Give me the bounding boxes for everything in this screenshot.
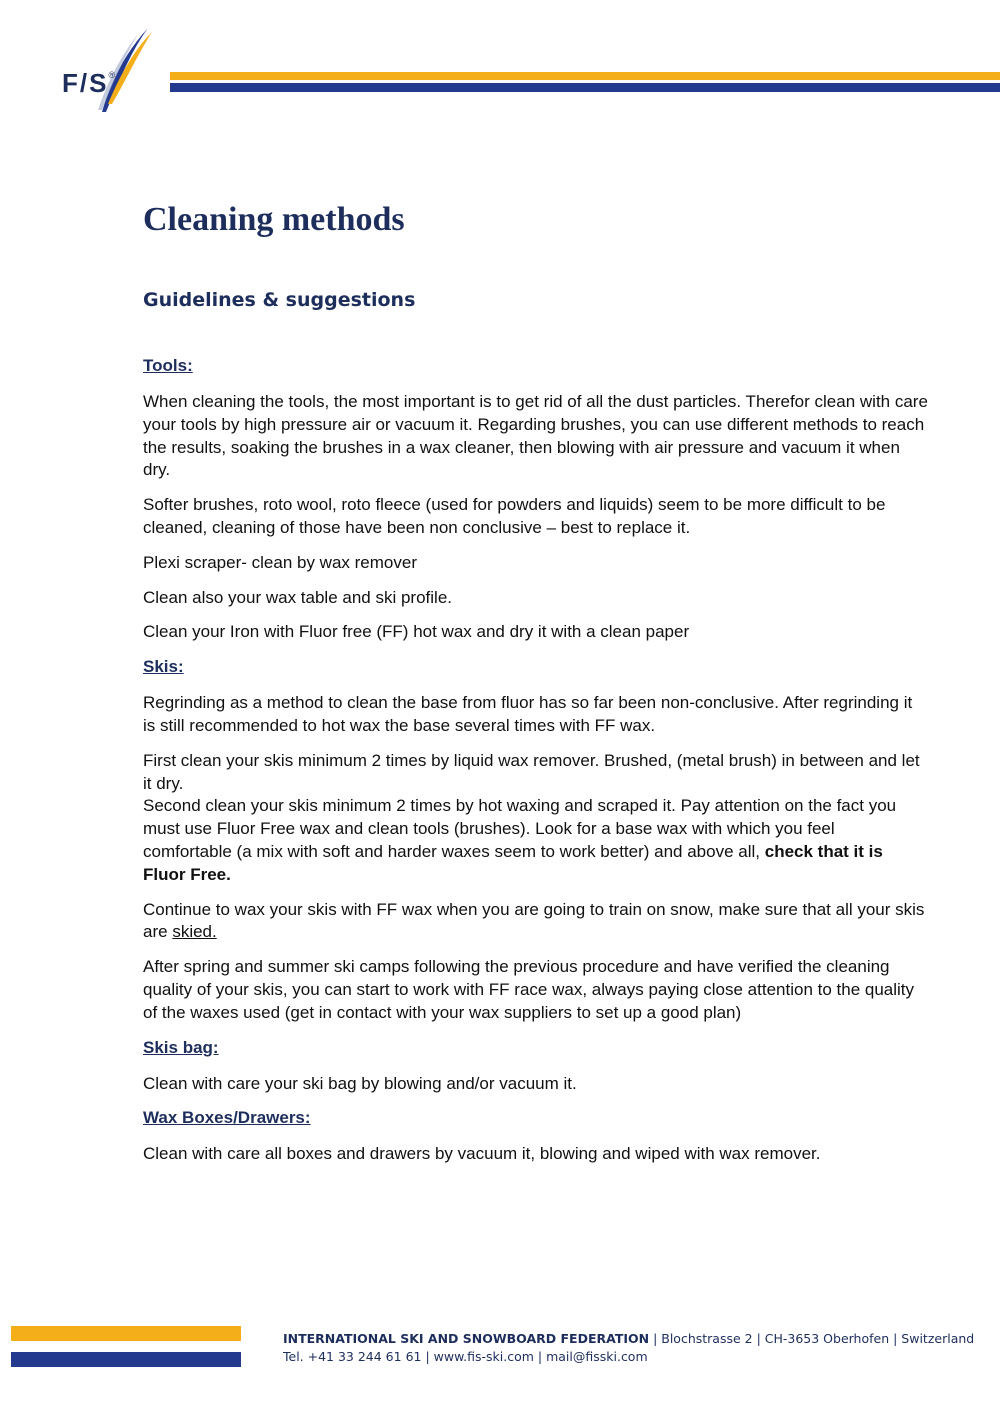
document-body [143, 195, 928, 1166]
paragraph: Clean also your wax table and ski profile. [143, 587, 452, 607]
paragraph: Clean with care all boxes and drawers by vacuum it, blowing and wiped with wax remover. [143, 1144, 821, 1164]
footer-stripe-blue [11, 1352, 241, 1367]
section-heading-skis: Skis: [143, 657, 184, 677]
paragraph [143, 899, 928, 945]
footer-contact-line: Tel. +41 33 244 61 61 | www.fis-ski.com | mail@fisski.com [283, 1349, 648, 1364]
footer-stripe-yellow [11, 1326, 241, 1341]
paragraph-text: Continue to wax your skis with FF wax when you are going to train on snow, make sure that all your skis are [143, 899, 925, 942]
section-heading-wax-boxes: Wax Boxes/Drawers: [143, 1108, 311, 1128]
paragraph: Plexi scraper- clean by wax remover [143, 552, 417, 572]
footer-address-line [283, 1330, 983, 1348]
fis-logo-text: F/S® [62, 68, 118, 98]
fis-logo [62, 24, 154, 116]
paragraph: Clean your Iron with Fluor free (FF) hot wax and dry it with a clean paper [143, 622, 690, 642]
paragraph: After spring and summer ski camps following the previous procedure and have verified the cleaning quality of your skis, you can start to work with FF race wax, always paying close attention to the quality of the waxes used (get in contact with your wax suppliers to set up a good plan) [143, 957, 915, 1022]
paragraph [143, 750, 928, 887]
page-subtitle: Guidelines & suggestions [143, 289, 416, 311]
paragraph: Regrinding as a method to clean the base from fluor has so far been non-conclusive. After regrinding it is still recommended to hot wax the base several times with FF wax. [143, 693, 913, 735]
footer [283, 1330, 983, 1366]
header-stripe-blue [170, 83, 1000, 92]
footer-address: | Blochstrasse 2 | CH-3653 Oberhofen | Switzerland [649, 1331, 975, 1346]
header-stripe-yellow [170, 72, 1000, 80]
paragraph: Softer brushes, roto wool, roto fleece (used for powders and liquids) seem to be more difficult to be cleaned, cleaning of those have been non conclusive – best to replace it. [143, 495, 886, 537]
footer-org-name: INTERNATIONAL SKI AND SNOWBOARD FEDERATION [283, 1331, 650, 1346]
paragraph: When cleaning the tools, the most important is to get rid of all the dust particles. Therefor clean with care your tools by high pressure air or vacuum it. Regarding brushes, you can use different methods to reach the results, soaking the brushes in a wax cleaner, then blowing with air pressure and vacuum it when dry. [143, 392, 928, 480]
section-heading-skis-bag: Skis bag: [143, 1037, 219, 1057]
underlined-text: skied. [172, 922, 217, 942]
section-heading-tools: Tools: [143, 356, 193, 375]
page-title: Cleaning methods [143, 201, 405, 238]
bold-emphasis: check that it is Fluor Free. [143, 841, 883, 884]
paragraph-line: Second clean your skis minimum 2 times by hot waxing and scraped it. Pay attention on the fact you must use Fluor Free wax and clean tools (brushes). Look for a base wax with which you feel comfortable (a mix with soft and harder waxes seem to work better) and above all, [143, 796, 897, 861]
paragraph-line: First clean your skis minimum 2 times by liquid wax remover. Brushed, (metal brush) in between and let it dry. [143, 750, 920, 793]
paragraph: Clean with care your ski bag by blowing and/or vacuum it. [143, 1073, 577, 1093]
